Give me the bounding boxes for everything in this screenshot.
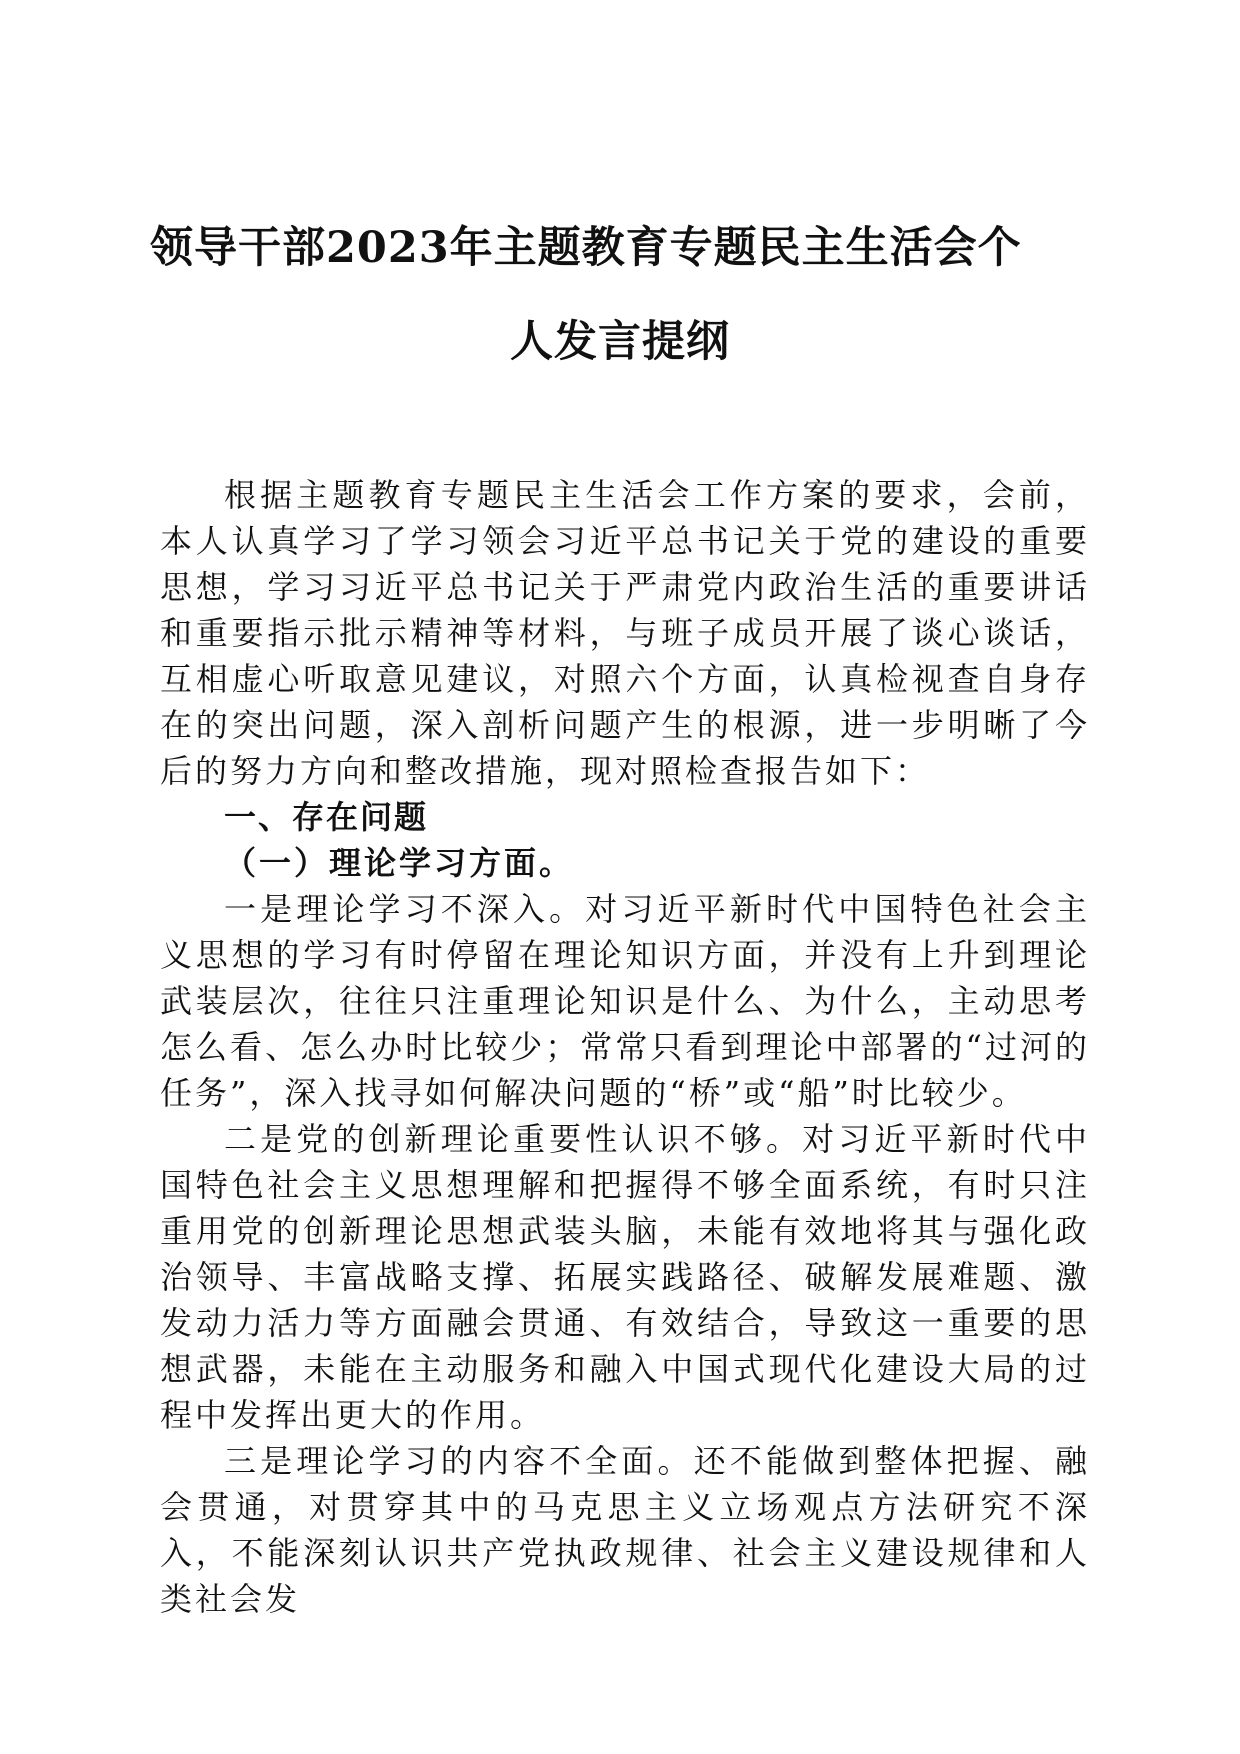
point-paragraph-3: 三是理论学习的内容不全面。还不能做到整体把握、融会贯通，对贯穿其中的马克思主义立场观点方法研究不深入，不能深刻认识共产党执政规律、社会主义建设规律和人类社会发 bbox=[160, 1442, 1090, 1618]
title-line-2: 人发言提纲 bbox=[510, 317, 730, 367]
document-body bbox=[160, 472, 1090, 1622]
subsection-heading-theory-study: （一）理论学习方面。 bbox=[224, 844, 575, 882]
section-heading-existing-problems: 一、存在问题 bbox=[224, 798, 429, 836]
point-paragraph-2: 二是党的创新理论重要性认识不够。对习近平新时代中国特色社会主义思想理解和把握得不够全面系统，有时只注重用党的创新理论思想武装头脑，未能有效地将其与强化政治领导、丰富战略支撑、拓展实践路径、破解发展难题、激发动力活力等方面融会贯通、有效结合，导致这一重要的思想武器，未能在主动服务和融入中国式现代化建设大局的过程中发挥出更大的作用。 bbox=[160, 1120, 1090, 1434]
point-paragraph-1: 一是理论学习不深入。对习近平新时代中国特色社会主义思想的学习有时停留在理论知识方面，并没有上升到理论武装层次，往往只注重理论知识是什么、为什么，主动思考怎么看、怎么办时比较少；常常只看到理论中部署的“过河的任务”，深入找寻如何解决问题的“桥”或“船”时比较少。 bbox=[160, 890, 1090, 1112]
intro-paragraph: 根据主题教育专题民主生活会工作方案的要求，会前，本人认真学习了学习领会习近平总书记关于党的建设的重要思想，学习习近平总书记关于严肃党内政治生活的重要讲话和重要指示批示精神等材料，与班子成员开展了谈心谈话，互相虚心听取意见建议，对照六个方面，认真检视查自身存在的突出问题，深入剖析问题产生的根源，进一步明晰了今后的努力方向和整改措施，现对照检查报告如下： bbox=[160, 476, 1090, 790]
document-title bbox=[150, 222, 1090, 368]
title-line-1: 领导干部2023年主题教育专题民主生活会个 bbox=[150, 223, 1022, 273]
